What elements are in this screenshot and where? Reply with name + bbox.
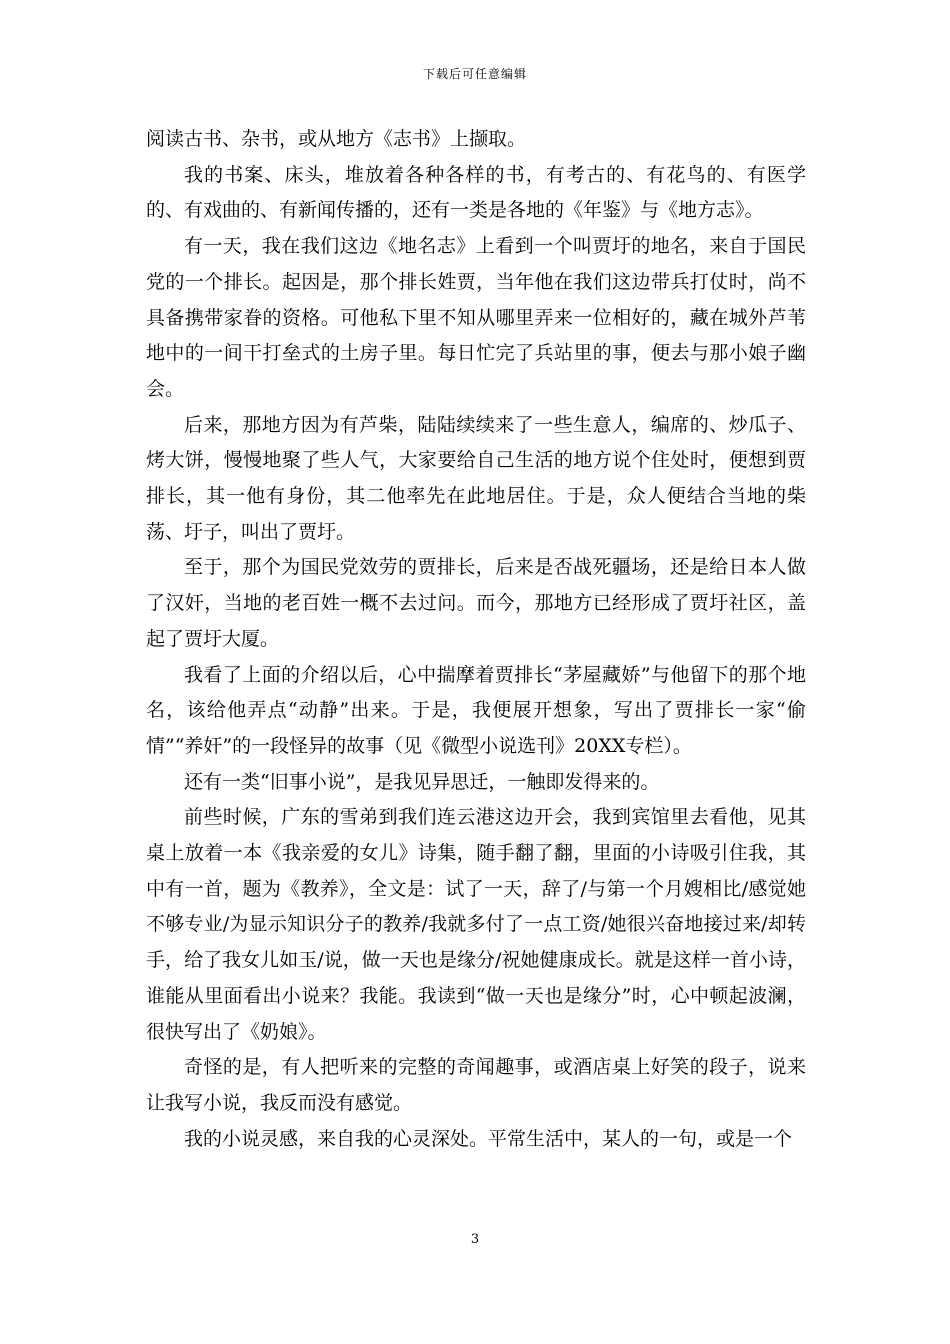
paragraph-1: 阅读古书、杂书，或从地方《志书》上撷取。	[146, 128, 527, 150]
page-header: 下载后可任意编辑	[422, 67, 527, 81]
paragraph-9: 奇怪的是，有人把听来的完整的奇闻趣事，或酒店桌上好笑的段子，说来让我写小说，我反而没有感觉。	[146, 1056, 806, 1114]
paragraph-6: 我看了上面的介绍以后，心中揣摩着贾排长“茅屋藏娇”与他留下的那个地名，该给他弄点“动静”出来。于是，我便展开想象，写出了贾排长一家“偷情”“养奸”的一段怪异的故事（见《微型小说选刊》20XX专栏）。	[146, 663, 806, 757]
paragraph-5: 至于，那个为国民党效劳的贾排长，后来是否战死疆场，还是给日本人做了汉奸，当地的老百姓一概不去过问。而今，那地方已经形成了贾圩社区，盖起了贾圩大厦。	[146, 556, 806, 650]
page-number: 3	[470, 1232, 480, 1247]
paragraph-4: 后来，那地方因为有芦柴，陆陆续续来了一些生意人，编席的、炒瓜子、烤大饼，慢慢地聚了些人气，大家要给自己生活的地方说个住处时，便想到贾排长，其一他有身份，其二他率先在此地居住。于是，众人便结合当地的柴荡、圩子，叫出了贾圩。	[146, 413, 806, 543]
paragraph-7: 还有一类“旧事小说”，是我见异思迁，一触即发得来的。	[184, 770, 660, 793]
paragraph-3: 有一天，我在我们这边《地名志》上看到一个叫贾圩的地名，来自于国民党的一个排长。起因是，那个排长姓贾，当年他在我们这边带兵打仗时，尚不具备携带家眷的资格。可他私下里不知从哪里弄来一位相好的，藏在城外芦苇地中的一间干打垒式的土房子里。每日忙完了兵站里的事，便去与那小娘子幽会。	[146, 235, 806, 400]
body-text	[146, 122, 806, 1157]
paragraph-8: 前些时候，广东的雪弟到我们连云港这边开会，我到宾馆里去看他，见其桌上放着一本《我亲爱的女儿》诗集，随手翻了翻，里面的小诗吸引住我，其中有一首，题为《教养》，全文是：试了一天，辞了/与第一个月嫂相比/感觉她不够专业/为显示知识分子的教养/我就多付了一点工资/她很兴奋地接过来/却转手，给了我女儿如玉/说，做一天也是缘分/祝她健康成长。就是这样一首小诗，谁能从里面看出小说来？我能。我读到“做一天也是缘分”时，心中顿起波澜，很快写出了《奶娘》。	[146, 806, 806, 1043]
paragraph-10: 我的小说灵感，来自我的心灵深处。平常生活中，某人的一句，或是一个	[184, 1127, 793, 1150]
paragraph-2: 我的书案、床头，堆放着各种各样的书，有考古的、有花鸟的、有医学的、有戏曲的、有新闻传播的，还有一类是各地的《年鉴》与《地方志》。	[146, 163, 806, 222]
